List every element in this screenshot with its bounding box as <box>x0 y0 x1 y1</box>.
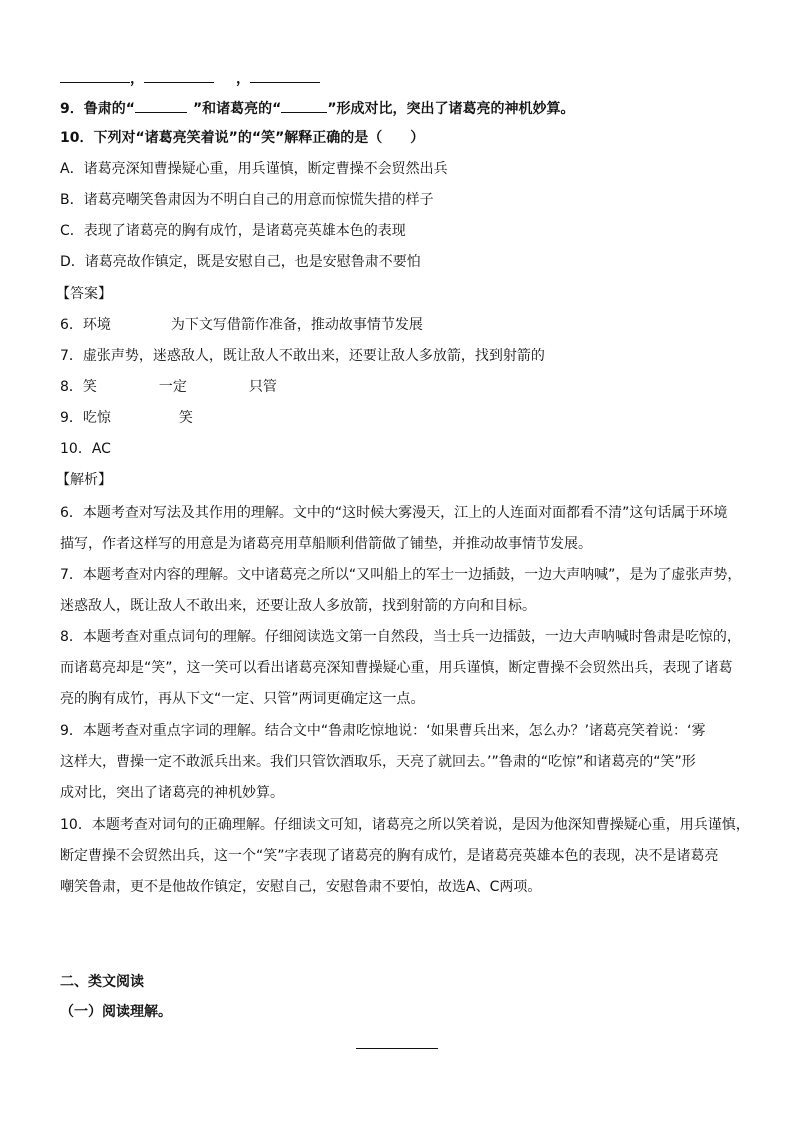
answer-10: 10．AC <box>60 441 111 457</box>
q10-option-a: A．诸葛亮深知曹操疑心重，用兵谨慎，断定曹操不会贸然出兵 <box>60 161 448 177</box>
q9-blank-2[interactable] <box>281 98 327 113</box>
separator: ， <box>236 71 250 87</box>
answer-9: 9．吃惊 笑 <box>60 410 193 426</box>
answer-6: 6．环境 为下文写借箭作准备，推动故事情节发展 <box>60 317 423 333</box>
question-10-stem: 10．下列对“诸葛亮笑着说”的“笑”解释正确的是（ ） <box>60 130 425 146</box>
answer-7: 7．虚张声势，迷惑敌人，既让敌人不敢出来，还要让敌人多放箭，找到射箭的 <box>60 348 545 364</box>
q10-option-c: C．表现了诸葛亮的胸有成竹，是诸葛亮英雄本色的表现 <box>60 223 406 239</box>
blank-1[interactable] <box>60 68 130 83</box>
page-footer-rule <box>356 1048 438 1049</box>
blank-3[interactable] <box>250 68 320 83</box>
q9-blank-1[interactable] <box>135 98 187 113</box>
analysis-7: 7．本题考查对内容的理解。文中诸葛亮之所以“又叫船上的军士一边插鼓，一边大声呐喊”，是为了虚张声势， 迷惑敌人，既让敌人不敢出来，还要让敌人多放箭，找到射箭的方向和目标。 <box>60 567 742 614</box>
blank-2[interactable] <box>144 68 214 83</box>
q10-option-d: D．诸葛亮故作镇定，既是安慰自己，也是安慰鲁肃不要怕 <box>60 254 421 270</box>
answer-blanks-line <box>60 68 320 89</box>
separator: ， <box>130 71 144 87</box>
q10-option-b: B．诸葛亮嘲笑鲁肃因为不明白自己的用意而惊慌失措的样子 <box>60 192 434 208</box>
section-2-subtitle: （一）阅读理解。 <box>60 1004 172 1020</box>
answer-8: 8．笑 一定 只管 <box>60 379 277 395</box>
section-2-title: 二、类文阅读 <box>60 974 144 990</box>
analysis-9: 9．本题考查对重点字词的理解。结合文中“鲁肃吃惊地说：‘如果曹兵出来，怎么办？’诸葛亮笑着说：‘雾 这样大，曹操一定不敢派兵出来。我们只管饮酒取乐，天亮了就回去。’”鲁肃的“吃惊”和诸葛亮的“笑”形 成对比，突出了诸葛亮的神机妙算。 <box>60 723 706 801</box>
analysis-6: 6．本题考查对写法及其作用的理解。文中的“这时候大雾漫天，江上的人连面对面都看不清”这句话属于环境 描写，作者这样写的用意是为诸葛亮用草船顺利借箭做了铺垫，并推动故事情节发展。 <box>60 505 728 552</box>
analysis-8: 8．本题考查对重点词句的理解。仔细阅读选文第一自然段，当士兵一边擂鼓，一边大声呐喊时鲁肃是吃惊的， 而诸葛亮却是“笑”，这一笑可以看出诸葛亮深知曹操疑心重，用兵谨慎，断定曹操不会贸然出兵，表现了诸葛 亮的胸有成竹，再从下文“一定、只管”两词更确定这一点。 <box>60 629 741 707</box>
analysis-10: 10．本题考查对词句的正确理解。仔细读文可知，诸葛亮之所以笑着说，是因为他深知曹操疑心重，用兵谨慎， 断定曹操不会贸然出兵，这一个“笑”字表现了诸葛亮的胸有成竹，是诸葛亮英雄本色的表现，决不是诸葛亮 嘲笑鲁肃，更不是他故作镇定，安慰自己，安慰鲁肃不要怕，故选A、C两项。 <box>60 817 750 895</box>
answer-header: 【答案】 <box>56 286 112 302</box>
question-9: 9．鲁肃的“ ”和诸葛亮的“ ”形成对比，突出了诸葛亮的神机妙算。 <box>60 98 575 119</box>
analysis-header: 【解析】 <box>56 472 112 488</box>
